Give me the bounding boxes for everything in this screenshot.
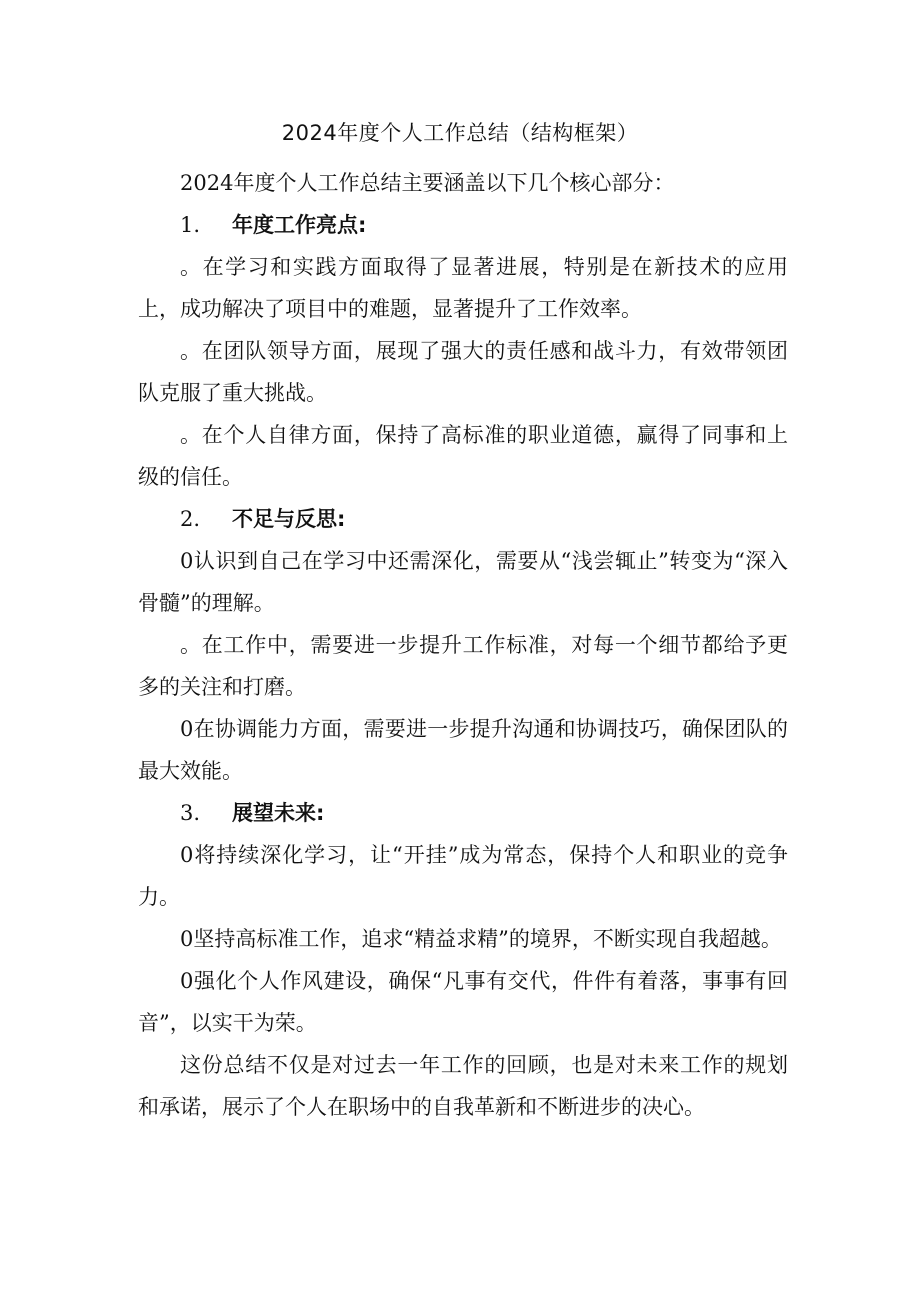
- list-item: 。在学习和实践方面取得了显著进展，特别是在新技术的应用上，成功解决了项目中的难题，显著提升了工作效率。: [138, 255, 788, 321]
- section-title: 年度工作亮点:: [232, 213, 367, 237]
- section-heading-outlook: [138, 792, 788, 834]
- section-number: 3.: [180, 801, 201, 825]
- intro-paragraph: 2024年度个人工作总结主要涵盖以下几个核心部分：: [180, 171, 675, 195]
- conclusion-paragraph: 这份总结不仅是对过去一年工作的回顾，也是对未来工作的规划和承诺，展示了个人在职场中的自我革新和不断进步的决心。: [138, 1053, 788, 1119]
- list-item: 0坚持高标准工作，追求“精益求精”的境界，不断实现自我超越。: [180, 927, 782, 951]
- section-number: 1.: [180, 213, 201, 237]
- list-item: 0强化个人作风建设，确保“凡事有交代，件件有着落，事事有回音”，以实干为荣。: [138, 969, 788, 1035]
- section-number: 2.: [180, 507, 201, 531]
- list-item: 。在工作中，需要进一步提升工作标准，对每一个细节都给予更多的关注和打磨。: [138, 633, 788, 699]
- section-heading-highlights: [138, 204, 788, 246]
- list-item: 0将持续深化学习，让“开挂”成为常态，保持个人和职业的竞争力。: [138, 843, 788, 909]
- section-heading-reflection: [138, 498, 788, 540]
- section-title: 不足与反思:: [232, 507, 346, 531]
- list-item: 。在团队领导方面，展现了强大的责任感和战斗力，有效带领团队克服了重大挑战。: [138, 339, 788, 405]
- list-item: 0在协调能力方面，需要进一步提升沟通和协调技巧，确保团队的最大效能。: [138, 717, 788, 783]
- list-item: 。在个人自律方面，保持了高标准的职业道德，赢得了同事和上级的信任。: [138, 423, 788, 489]
- section-title: 展望未来:: [232, 801, 325, 825]
- document-title: 2024年度个人工作总结（结构框架）: [281, 121, 639, 145]
- document-body: [138, 162, 788, 1128]
- list-item: 0认识到自己在学习中还需深化，需要从“浅尝辄止”转变为“深入骨髓”的理解。: [138, 549, 788, 615]
